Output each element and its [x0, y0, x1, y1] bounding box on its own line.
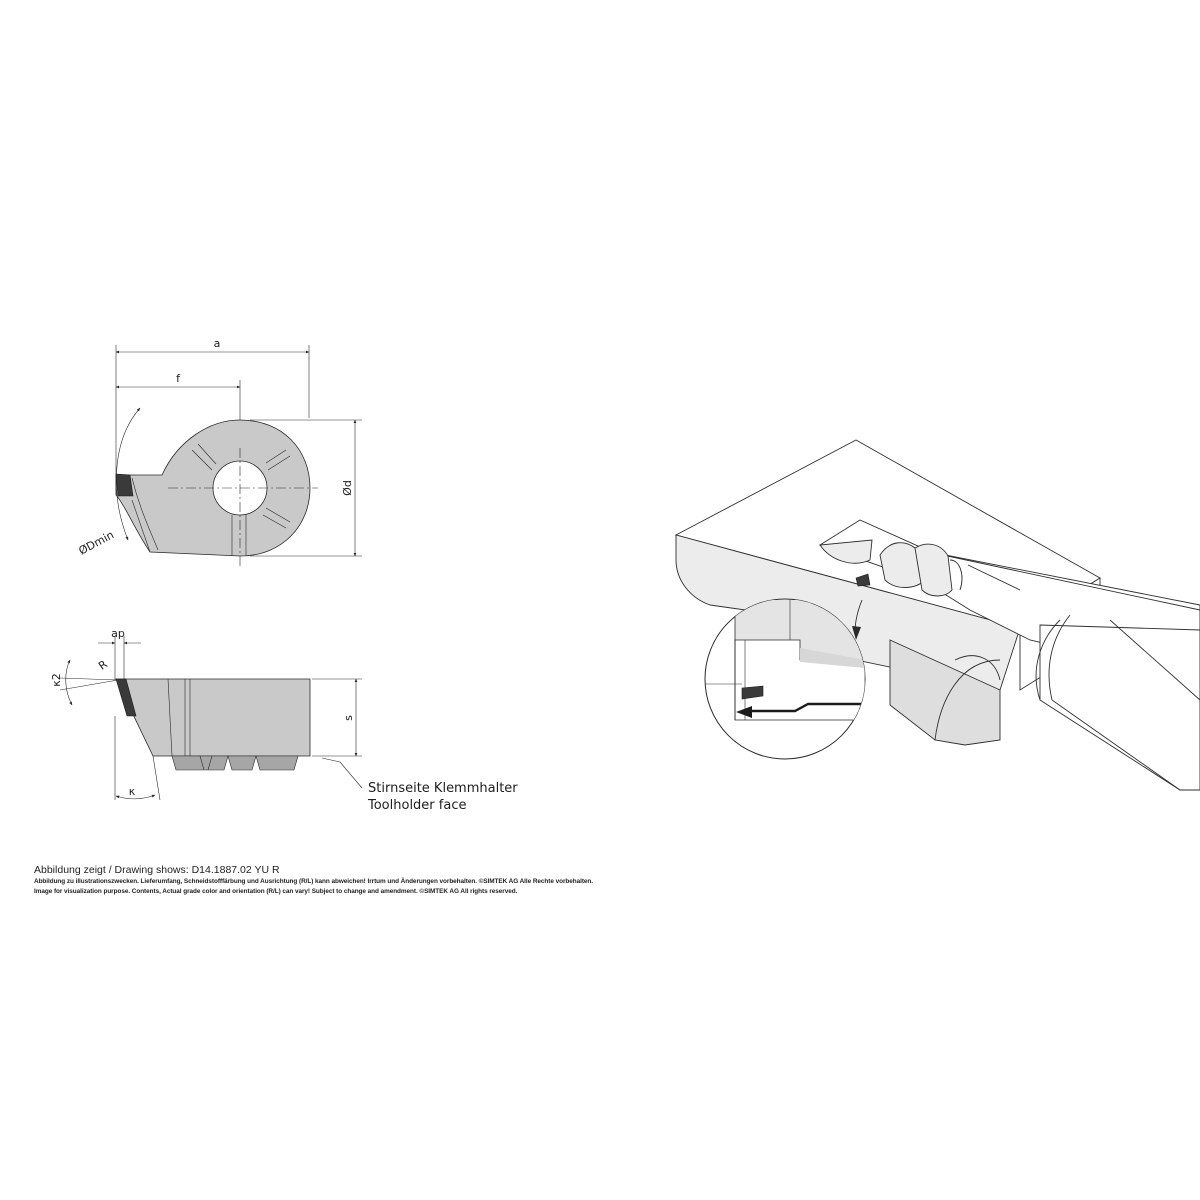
toolholder-face-en: Toolholder face: [368, 798, 467, 813]
label-d: Ød: [341, 480, 354, 496]
label-f: f: [176, 372, 180, 385]
label-ap: ap: [111, 627, 125, 640]
insert-top-view: [77, 337, 362, 566]
legal-notice-en: Image for visualization purpose. Contents, Actual grade color and orientation (R/L) can vary! Subject to change and amendment. ©SIMTEK AG All rights reserved.: [34, 888, 518, 895]
label-k: κ: [128, 785, 136, 798]
label-k2: κ2: [50, 673, 63, 687]
cutting-tip-top: [116, 474, 133, 496]
label-r: R: [96, 657, 110, 673]
insert-body-side: [116, 679, 310, 756]
footer: [34, 864, 593, 897]
toolholder-face-de: Stirnseite Klemmhalter: [368, 781, 518, 796]
drawing-caption: Abbildung zeigt / Drawing shows: D14.1887.02 YU R: [34, 864, 280, 876]
label-dmin: ØDmin: [76, 528, 117, 558]
label-s: s: [342, 715, 355, 721]
label-a: a: [213, 337, 221, 350]
isometric-view: [676, 440, 1200, 790]
insert-side-view: [50, 627, 518, 813]
legal-notice-de: Abbildung zu illustrationszwecken. Lieferumfang, Schneidstofffärbung und Ausrichtung (R/L) kann abweichen! Irrtum und Änderungen vorbehalten. ©SIMTEK AG Alle Rechte vorbehalten.: [34, 878, 593, 885]
